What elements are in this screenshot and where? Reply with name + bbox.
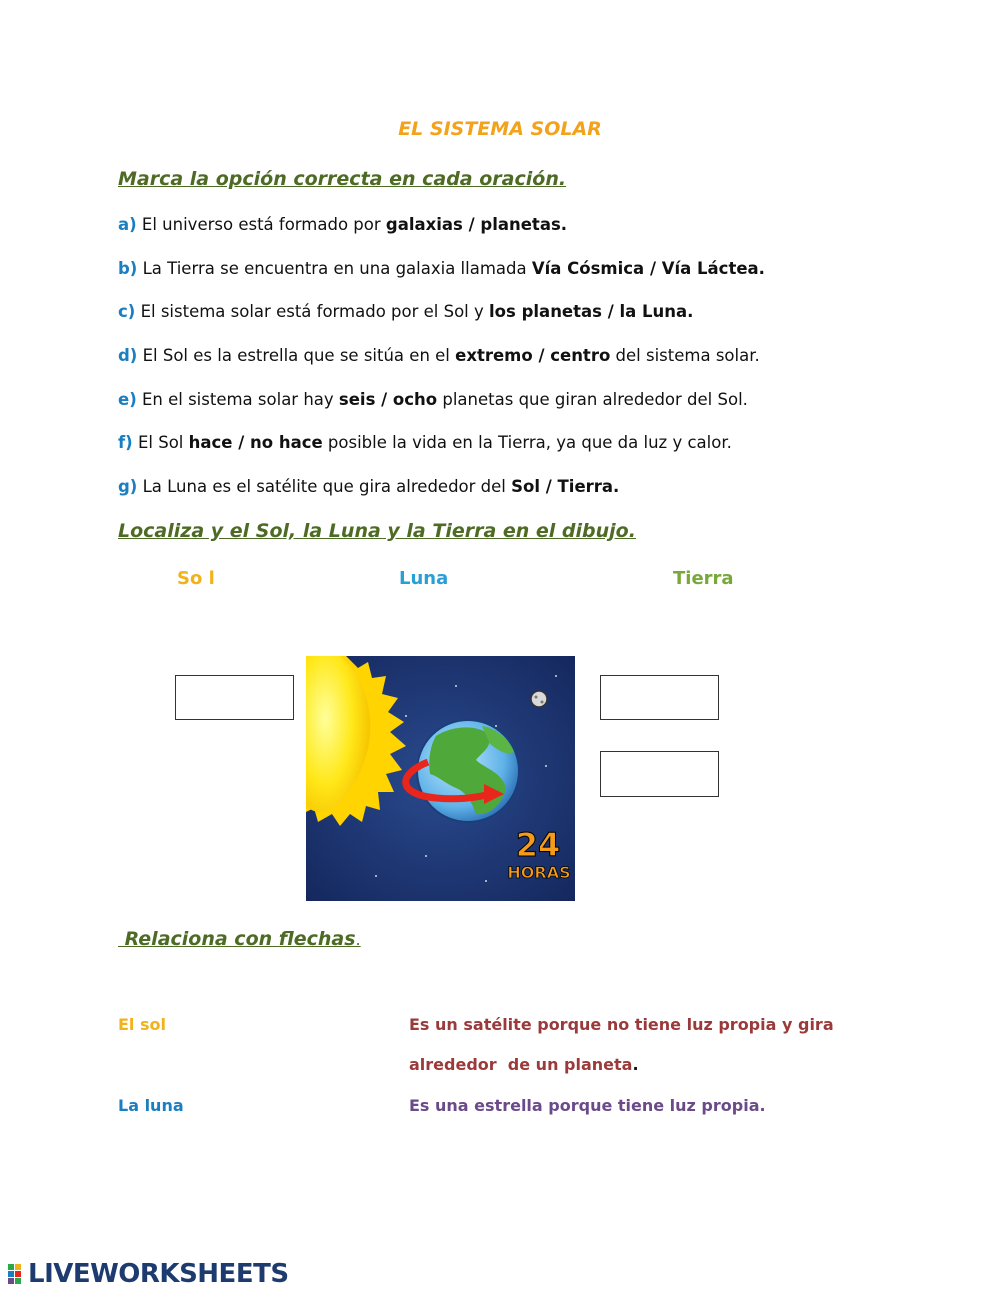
option-choice[interactable]: galaxias / planetas. [385,215,568,234]
sentence-letter: f) [118,433,133,452]
sentence-letter: c) [118,302,136,321]
liveworksheets-logo[interactable] [8,1259,289,1289]
drop-box-earth[interactable] [600,751,719,797]
option-choice[interactable]: hace / no hace [188,433,323,452]
section-heading-mark-option: Marca la opción correcta en cada oración. [118,168,567,190]
sentence-a [118,215,567,234]
sentence-text: El Sol [132,433,189,452]
option-choice[interactable]: Sol / Tierra. [511,477,620,496]
option-choice[interactable]: los planetas / la Luna. [489,302,694,321]
sentence-text-end: posible la vida en la Tierra, ya que da luz y calor. [322,433,732,452]
relate-right-star[interactable]: Es una estrella porque tiene luz propia. [409,1096,766,1115]
sentence-letter: e) [118,390,137,409]
section-heading-relate-text: Relaciona con flechas [118,928,356,950]
relate-right-satellite-dot: . [632,1055,639,1074]
sentence-c [118,302,693,321]
sentence-letter: d) [118,346,138,365]
hours-number: 24 [515,826,561,864]
sentence-text-end: del sistema solar. [610,346,760,365]
sentence-d [118,346,760,365]
hours-word: HORAS [507,863,571,882]
logo-mark-icon [8,1262,28,1286]
label-sol[interactable]: So l [177,568,215,589]
sentence-f [118,433,732,452]
sentence-text: El sistema solar está formado por el Sol y [135,302,490,321]
sentence-e [118,390,748,409]
drop-box-moon[interactable] [600,675,719,720]
sentence-text-end: planetas que giran alrededor del Sol. [437,390,748,409]
solar-system-illustration [306,656,575,901]
earth-icon [417,720,519,822]
relate-left-sun[interactable]: El sol [118,1015,166,1034]
sentence-letter: a) [118,215,137,234]
sentence-letter: g) [118,477,138,496]
section-heading-relate-dot: . [355,930,361,949]
sentence-g [118,477,619,496]
sentence-text: El universo está formado por [136,215,386,234]
sentence-text: El Sol es la estrella que se sitúa en el [137,346,456,365]
relate-right-satellite-text: alrededor de un planeta [409,1055,633,1074]
section-heading-relate [118,928,361,950]
relate-right-satellite-line1[interactable]: Es un satélite porque no tiene luz propia y gira [409,1015,834,1034]
sentence-letter: b) [118,259,138,278]
moon-icon [531,691,547,707]
sentence-b [118,259,765,278]
sentence-text: La Luna es el satélite que gira alrededor del [137,477,512,496]
option-choice[interactable]: extremo / centro [455,346,611,365]
logo-text: LIVEWORKSHEETS [28,1259,289,1289]
sentence-text: En el sistema solar hay [136,390,339,409]
relate-left-moon[interactable]: La luna [118,1096,184,1115]
section-heading-locate: Localiza y el Sol, la Luna y la Tierra en el dibujo. [118,520,636,542]
sentence-text: La Tierra se encuentra en una galaxia llamada [137,259,532,278]
page-title: EL SISTEMA SOLAR [398,118,602,140]
option-choice[interactable]: Vía Cósmica / Vía Láctea. [531,259,765,278]
label-tierra[interactable]: Tierra [673,568,734,589]
drop-box-sun[interactable] [175,675,294,720]
relate-right-satellite-line2[interactable] [409,1055,639,1074]
option-choice[interactable]: seis / ocho [338,390,438,409]
label-luna[interactable]: Luna [399,568,449,589]
